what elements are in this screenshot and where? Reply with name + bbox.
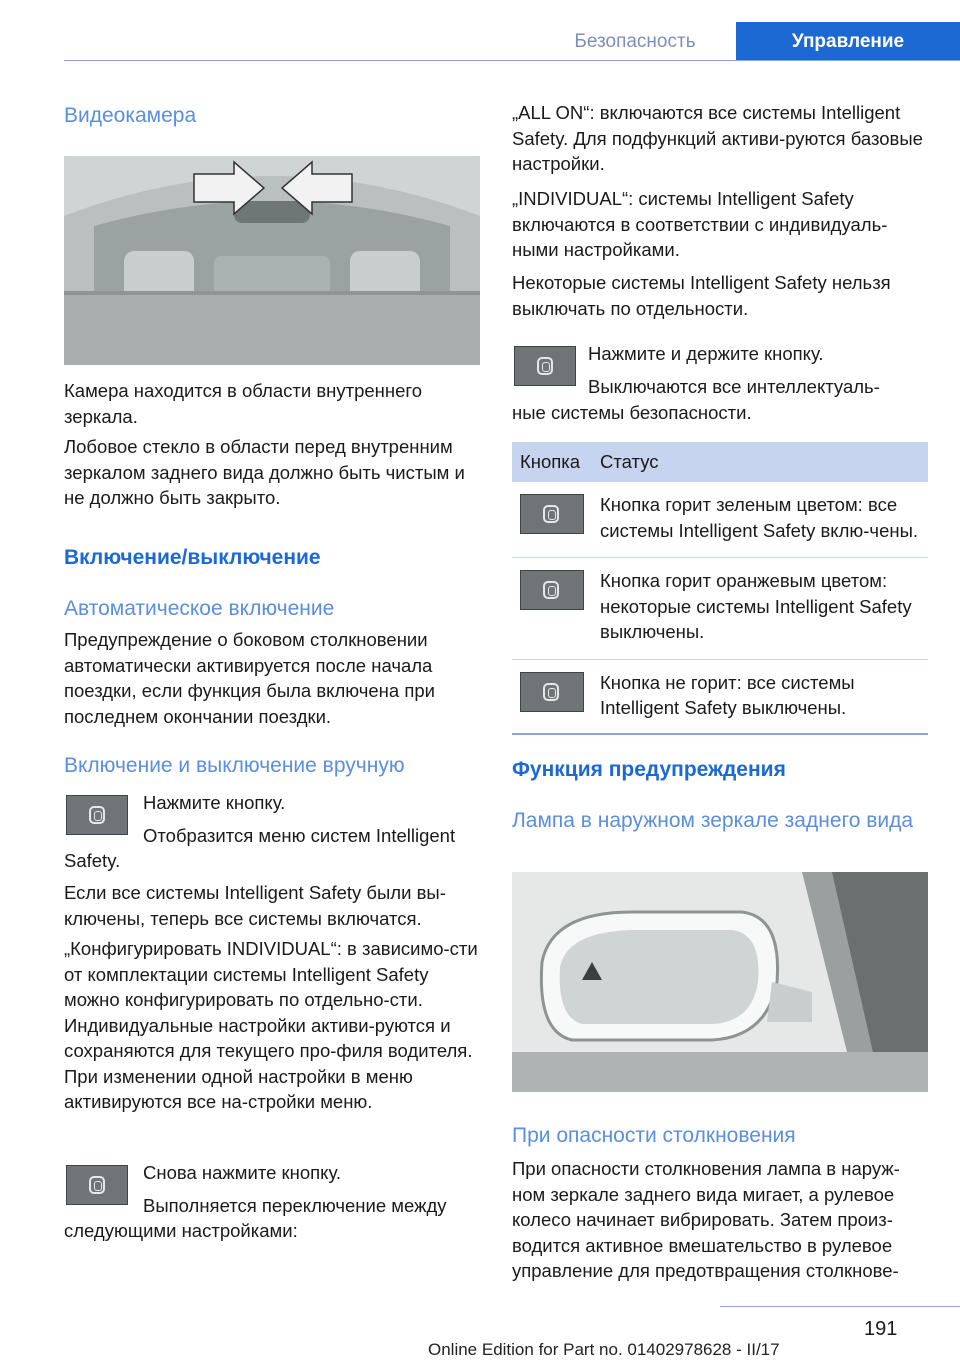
table-header-button: Кнопка [512, 442, 592, 482]
paragraph-individual: „INDIVIDUAL“: системы Intelligent Safety включаются в соответствии с индивидуаль-ными настройками. [512, 188, 888, 260]
tab-safety[interactable]: Безопасность [535, 22, 735, 60]
heading-on-off: Включение/выключение [64, 546, 321, 569]
table-header-row [512, 442, 928, 482]
table-row [512, 482, 928, 558]
paragraph-camera-location: Камера находится в области внутреннего зеркала. [64, 380, 423, 427]
text-press-button: Нажмите кнопку. [143, 792, 286, 813]
text-menu-shown: Отобразится меню систем Intelligent [143, 825, 456, 846]
footer-rule [720, 1306, 960, 1307]
intelligent-safety-button-image-2 [66, 1165, 128, 1205]
heading-video-camera: Видеокамера [64, 104, 197, 127]
heading-warning-function: Функция предупреждения [512, 758, 786, 781]
table-cell-button [512, 659, 592, 734]
footer-edition: Online Edition for Part no. 01402978628 - II/17 [428, 1340, 780, 1359]
safety-icon [89, 1176, 105, 1194]
paragraph-all-on: „ALL ON“: включаются все системы Intelligent Safety. Для подфункций активи-руются базовые настройки. [512, 102, 923, 174]
text-all-off-cont: ные системы безопасности. [512, 402, 752, 423]
table-header-status: Статус [592, 442, 928, 482]
paragraph-cannot-disable: Некоторые системы Intelligent Safety нельзя выключать по отдельности. [512, 272, 891, 319]
button-status-table [512, 442, 928, 735]
camera-location-photo [64, 156, 480, 365]
paragraph-windshield: Лобовое стекло в области перед внутренним зеркалом заднего вида должно быть чистым и не должно быть закрыто. [64, 436, 465, 508]
text-press-hold: Нажмите и держите кнопку. [588, 343, 824, 364]
heading-mirror-lamp: Лампа в наружном зеркале заднего вида [512, 809, 914, 832]
car-interior-illustration [64, 156, 480, 365]
side-mirror-illustration [512, 872, 928, 1092]
text-menu-shown-cont: Safety. [64, 850, 121, 871]
tab-controls[interactable]: Управление [736, 22, 960, 60]
page-number: 191 [864, 1318, 898, 1340]
text-press-again: Снова нажмите кнопку. [143, 1162, 341, 1183]
heading-manual: Включение и выключение вручную [64, 754, 405, 777]
table-row [512, 659, 928, 734]
paragraph-auto-on: Предупреждение о боковом столкновении автоматически активируется после начала поездки, если функция была включена при последнем окончании поездки. [64, 629, 435, 727]
side-mirror-photo [512, 872, 928, 1092]
text-toggle-settings-cont: следующими настройками: [64, 1220, 298, 1241]
table-cell-button [512, 558, 592, 660]
text-toggle-settings: Выполняется переключение между [143, 1195, 447, 1216]
safety-icon [543, 581, 559, 599]
button-orange-image [520, 570, 584, 610]
button-green-image [520, 494, 584, 534]
table-row [512, 558, 928, 660]
paragraph-configure-individual: „Конфигурировать INDIVIDUAL“: в зависимо-сти от комплектации системы Intelligent Safety можно конфигурировать по отдельно-сти. Индивидуальные настройки активи-руются и сохраняются для текущего про-филя водителя. При изменении одной настройки в меню активируются все на-стройки меню. [64, 938, 478, 1112]
table-cell-status: Кнопка горит оранжевым цветом: некоторые системы Intelligent Safety выключены. [592, 558, 928, 660]
heading-auto-on: Автоматическое включение [64, 597, 335, 620]
table-cell-status: Кнопка не горит: все системы Intelligent Safety выключены. [592, 659, 928, 734]
paragraph-collision-danger: При опасности столкновения лампа в наруж-ном зеркале заднего вида мигает, а рулевое колесо начинает вибрировать. Затем произ-водится активное вмешательство в рулевое управление для предотвращения столкнове- [512, 1158, 900, 1281]
intelligent-safety-button-image-3 [514, 346, 576, 386]
heading-collision-danger: При опасности столкновения [512, 1124, 796, 1147]
intelligent-safety-button-image [66, 795, 128, 835]
safety-icon [537, 357, 553, 375]
text-all-off: Выключаются все интеллектуаль- [588, 376, 880, 397]
paragraph-all-switched-on: Если все системы Intelligent Safety были вы-ключены, теперь все системы включатся. [64, 882, 446, 929]
safety-icon [543, 683, 559, 701]
header-rule [64, 60, 960, 61]
safety-icon [543, 505, 559, 523]
table-cell-status: Кнопка горит зеленым цветом: все системы Intelligent Safety вклю-чены. [592, 482, 928, 558]
button-off-image [520, 672, 584, 712]
table-cell-button [512, 482, 592, 558]
safety-icon [89, 806, 105, 824]
